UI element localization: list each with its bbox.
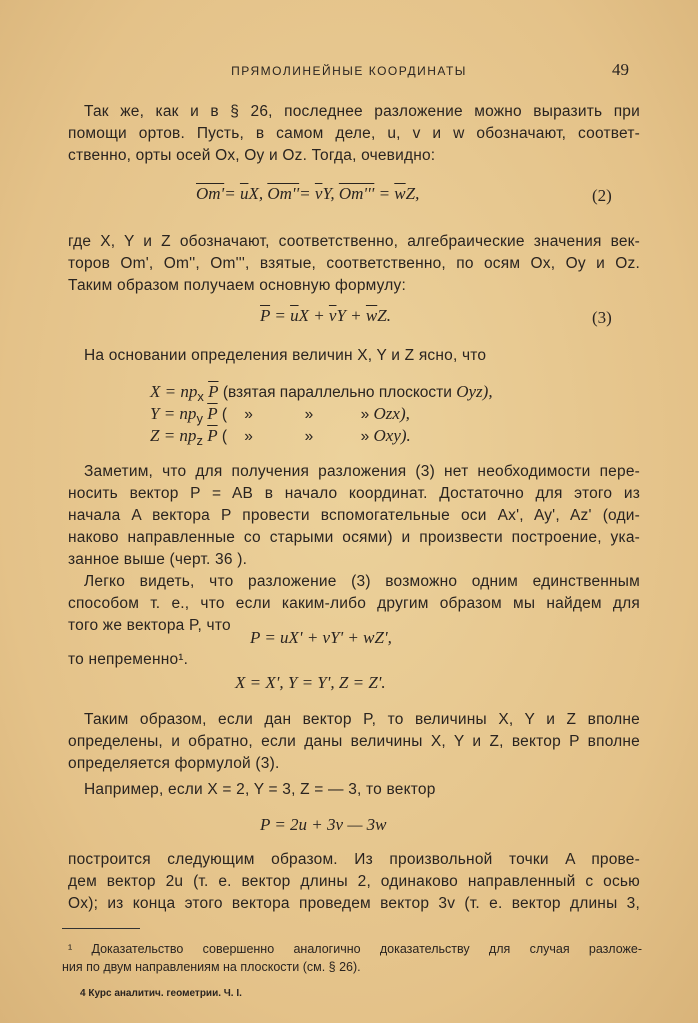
text-line: определены, и обратно, если даны величины X, Y и Z, вектор P вполне — [68, 733, 640, 750]
text-line: построится следующим образом. Из произвольной точки A прове- — [68, 851, 640, 868]
text-line: носить вектор P = AB в начало координат. Достаточно для этого из — [68, 485, 640, 502]
text-line: Ox); из конца этого вектора проведем вектор 3v (т. е. вектор длины 3, — [68, 895, 640, 912]
text-line: того же вектора P, что — [68, 617, 231, 634]
text-line: Так же, как и в § 26, последнее разложение можно выразить при — [84, 103, 640, 120]
footnote-line: ния по двум направлениям на плоскости (см. § 26). — [62, 960, 361, 974]
equation-6: P = 2u + 3v — 3w — [260, 815, 387, 834]
text-line: способом т. е., что если каким-либо другим образом мы найдем для — [68, 595, 640, 612]
signature-mark: 4 Курс аналитич. геометрии. Ч. I. — [80, 988, 242, 999]
text-line: помощи ортов. Пусть, в самом деле, u, v и w обозначают, соответ- — [68, 125, 640, 142]
text-line: На основании определения величин X, Y и Z ясно, что — [84, 347, 487, 364]
text-line: наково направленные со старыми осями) и произвести построение, ука- — [68, 529, 640, 546]
projection-x: $X = пр_x$ $\overline{P}$ (взятая параллельно плоскости Oyz), — [150, 382, 493, 405]
equation-4: P = uX' + vY' + wZ', — [250, 628, 392, 647]
text-line: Таким образом получаем основную формулу: — [68, 277, 406, 294]
equation-2: $Om'= \overline{u}X$, $Om''= \overline{v}Y$, $Om''' = \overline{w}Z$, — [196, 184, 420, 203]
footnote-divider — [62, 928, 140, 929]
footnote-line: ¹ Доказательство совершенно аналогично доказательству для случая разложе- — [68, 942, 642, 956]
text-line: торов Om', Om'', Om''', взятые, соответственно, по осям Ox, Oy и Oz. — [68, 255, 640, 272]
equation-5: X = X', Y = Y', Z = Z'. — [235, 673, 386, 692]
text-line: определяется формулой (3). — [68, 755, 280, 772]
text-line: Например, если X = 2, Y = 3, Z = — 3, то вектор — [84, 781, 436, 798]
text-line: начала A вектора P провести вспомогательные оси Ax', Ay', Az' (оди- — [68, 507, 640, 524]
text-line: где X, Y и Z обозначают, соответственно, алгебраические значения век- — [68, 233, 640, 250]
text-line: занное выше (черт. 36 ). — [68, 551, 248, 568]
equation-3: $\overline{P} = \overline{u}X + \overline{v}Y + \overline{w}Z$. — [260, 306, 391, 325]
text-line: дем вектор 2u (т. е. вектор длины 2, одинаково направленный с осью — [68, 873, 640, 890]
running-header: ПРЯМОЛИНЕЙНЫЕ КООРДИНАТЫ — [231, 64, 467, 78]
page-number: 49 — [612, 60, 629, 79]
equation-number: (3) — [592, 308, 612, 327]
text-line: ственно, орты осей Ox, Oy и Oz. Тогда, очевидно: — [68, 147, 436, 164]
projection-z: $Z = пр_z$ $\overline{P}$ ( » » » Oxy). — [150, 426, 411, 449]
text-line: Таким образом, если дан вектор P, то величины X, Y и Z вполне — [84, 711, 640, 728]
text-line: Заметим, что для получения разложения (3) нет необходимости пере- — [84, 463, 640, 480]
text-line: то непременно¹. — [68, 651, 189, 668]
equation-number: (2) — [592, 186, 612, 205]
projection-y: $Y = пр_y$ $\overline{P}$ ( » » » Ozx), — [150, 404, 410, 427]
text-line: Легко видеть, что разложение (3) возможно одним единственным — [84, 573, 640, 590]
